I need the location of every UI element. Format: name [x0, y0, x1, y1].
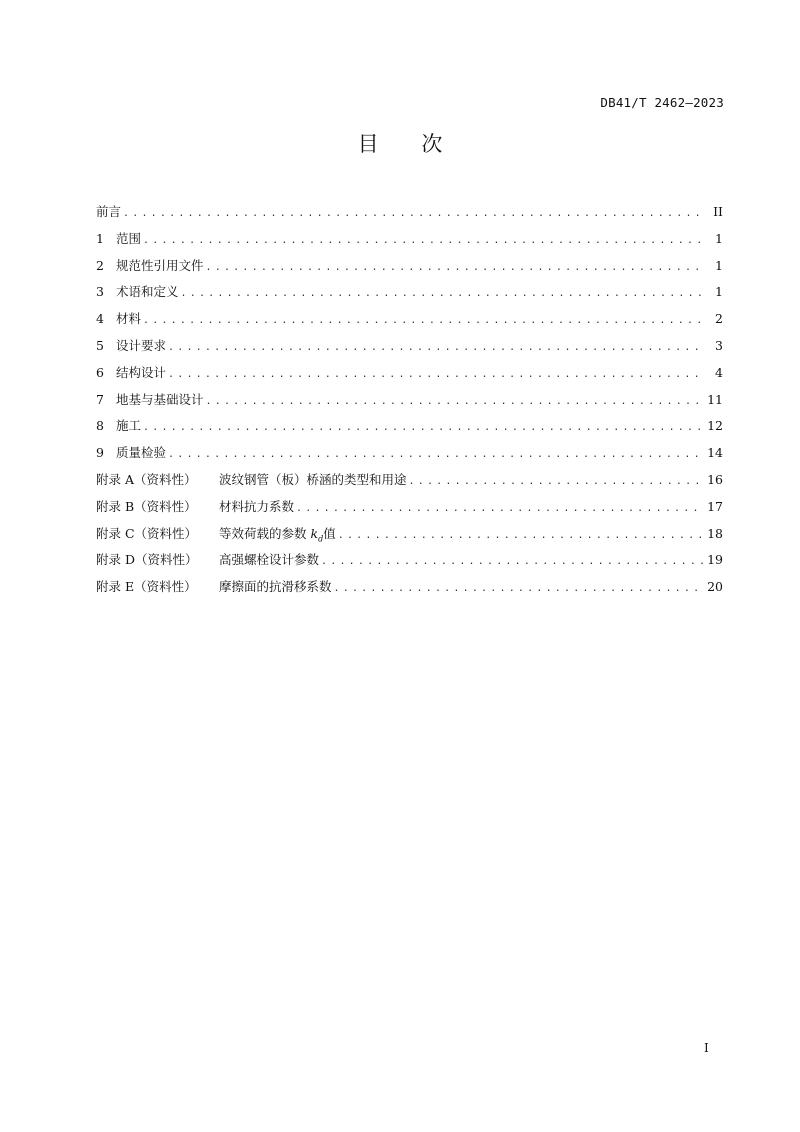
appendix-number: 附录 B（资料性）: [96, 498, 197, 514]
toc-entry-page: 20: [707, 579, 723, 595]
toc-entry-page: 1: [715, 257, 723, 273]
appendix-number: 附录 E（资料性）: [96, 579, 197, 595]
toc-entry-number: 9: [96, 445, 104, 461]
toc-entry-label: 高强螺栓设计参数: [219, 552, 320, 568]
appendix-number: 附录 A（资料性）: [96, 471, 197, 487]
dot-leader: [168, 365, 705, 385]
toc-entry-label: 规范性引用文件: [116, 257, 204, 273]
toc-entry-page: 17: [707, 498, 723, 514]
toc-entry-appendix-d[interactable]: [96, 550, 723, 577]
dot-leader: [409, 472, 704, 492]
toc-entry-label: 波纹钢管（板）桥涵的类型和用途: [219, 471, 407, 487]
toc-entry-number: 2: [96, 257, 104, 273]
toc-entry-label: 材料: [116, 311, 142, 327]
toc-entry-label: 设计要求: [116, 337, 167, 353]
dot-leader: [206, 392, 704, 412]
toc-entry-5[interactable]: [96, 336, 723, 363]
toc-entry-page: 4: [715, 364, 723, 380]
toc-entry-3[interactable]: [96, 282, 723, 309]
document-code: DB41/T 2462—2023: [600, 95, 724, 110]
toc-entry-page: 11: [707, 391, 723, 407]
dot-leader: [338, 526, 703, 546]
toc-entry-label: 摩擦面的抗滑移系数: [219, 579, 332, 595]
dot-leader: [334, 579, 704, 599]
appendix-number: 附录 C（资料性）: [96, 525, 198, 541]
toc-entry-label: 范围: [116, 230, 142, 246]
toc-entry-6[interactable]: [96, 363, 723, 390]
toc-entry-2[interactable]: [96, 256, 723, 283]
dot-leader: [123, 204, 705, 224]
math-variable: $k_d$: [310, 525, 324, 544]
dot-leader: [168, 445, 703, 465]
toc-entry-number: 4: [96, 311, 104, 327]
toc-entry-page: 1: [715, 284, 723, 300]
page-title: 目 次: [357, 132, 461, 156]
dot-leader: [143, 311, 705, 331]
dot-leader: [168, 338, 705, 358]
toc-entry-label: 前言: [96, 204, 122, 219]
toc-entry-label: 地基与基础设计: [116, 391, 204, 407]
toc-entry-number: 8: [96, 418, 104, 434]
toc-entry-9[interactable]: [96, 443, 723, 470]
dot-leader: [206, 258, 705, 278]
toc-entry-page: 1: [715, 230, 723, 246]
toc-entry-label: 质量检验: [116, 445, 167, 461]
toc-entry-4[interactable]: [96, 309, 723, 336]
appendix-number: 附录 D（资料性）: [96, 552, 198, 568]
dot-leader: [143, 418, 703, 438]
dot-leader: [181, 284, 705, 304]
toc-entry-label: 术语和定义: [116, 284, 179, 300]
toc-entry-number: 3: [96, 284, 104, 300]
toc-entry-foreword[interactable]: [96, 202, 723, 229]
toc-entry-page: 16: [707, 471, 723, 487]
footer-page-number: I: [704, 1041, 709, 1055]
dot-leader: [296, 499, 703, 519]
toc-entry-number: 1: [96, 230, 104, 246]
toc-entry-label: 施工: [116, 418, 142, 434]
toc-entry-7[interactable]: [96, 390, 723, 417]
dot-leader: [143, 231, 705, 251]
toc-entry-page: II: [713, 204, 723, 219]
toc-entry-page: 12: [707, 418, 723, 434]
toc-entry-number: 7: [96, 391, 104, 407]
dot-leader: [321, 552, 703, 572]
toc-entry-number: 5: [96, 337, 104, 353]
toc-entry-8[interactable]: [96, 416, 723, 443]
toc-entry-label: 结构设计: [116, 364, 167, 380]
toc-entry-number: 6: [96, 364, 104, 380]
toc-entry-appendix-a[interactable]: [96, 470, 723, 497]
toc-entry-appendix-b[interactable]: [96, 497, 723, 524]
toc-entry-page: 19: [707, 552, 723, 568]
toc-entry-page: 14: [707, 445, 723, 461]
toc-entry-label: 等效荷载的参数: [219, 525, 307, 541]
toc-entry-page: 2: [715, 311, 723, 327]
toc-entry-label-suffix: 值: [323, 525, 336, 541]
toc-entry-page: 18: [707, 525, 723, 541]
toc-entry-label: 材料抗力系数: [219, 498, 295, 514]
toc-entry-page: 3: [715, 337, 723, 353]
toc-entry-appendix-c[interactable]: [96, 524, 723, 551]
table-of-contents: [96, 202, 723, 604]
toc-entry-1[interactable]: [96, 229, 723, 256]
toc-entry-appendix-e[interactable]: [96, 577, 723, 604]
